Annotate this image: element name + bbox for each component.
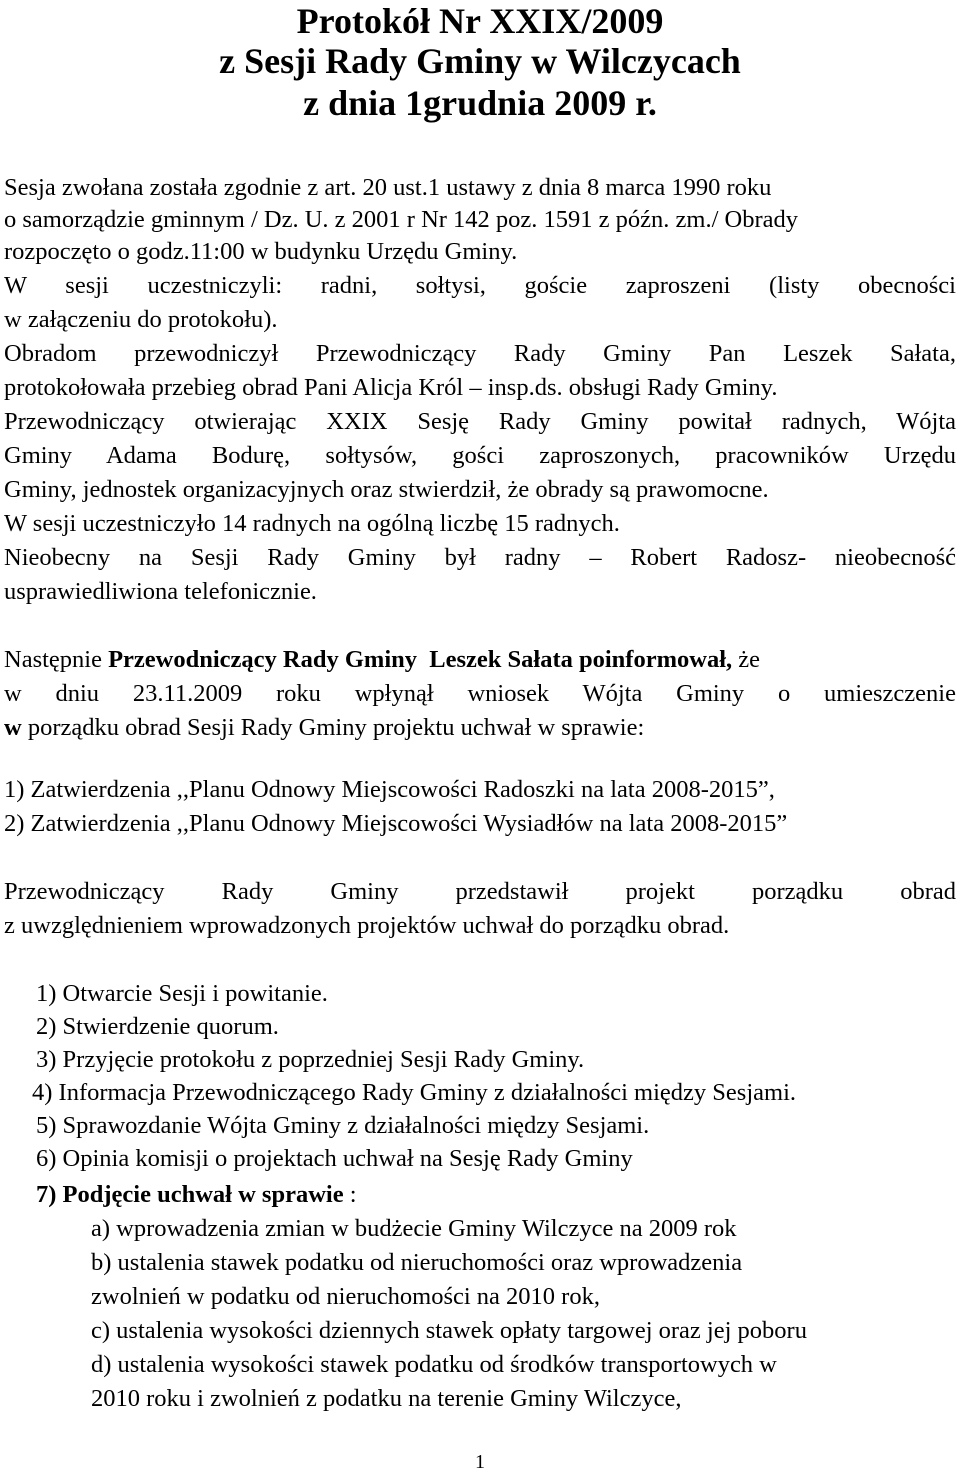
agenda-subitem: b) ustalenia stawek podatku od nieruchomości oraz wprowadzenia <box>91 1249 743 1276</box>
agenda-item <box>36 1180 960 1210</box>
motion-item-1: 1) Zatwierdzenia ,,Planu Odnowy Miejscowości Radoszki na lata 2008-2015”, <box>4 776 775 803</box>
intro-line: protokołowała przebieg obrad Pani Alicja Król – insp.ds. obsługi Rady Gminy. <box>4 374 778 401</box>
document-title-line-3: z dnia 1grudnia 2009 r. <box>303 83 657 123</box>
agenda-item-resolutions-bold: 7) Podjęcie uchwał w sprawie <box>36 1181 344 1208</box>
agenda-item: 4) Informacja Przewodniczącego Rady Gminy z działalności między Sesjami. <box>32 1079 796 1106</box>
document-title-line-2: z Sesji Rady Gminy w Wilczycach <box>219 41 741 81</box>
motion-line <box>4 713 956 743</box>
agenda-subitem: a) wprowadzenia zmian w budżecie Gminy Wilczyce na 2009 rok <box>91 1215 737 1242</box>
agenda-intro-line: Przewodniczący Rady Gminy przedstawił projekt porządku obrad <box>4 878 956 905</box>
motion-line <box>4 645 956 675</box>
intro-line: Gminy Adama Bodurę, sołtysów, gości zaproszonych, pracowników Urzędu <box>4 442 956 469</box>
agenda-item: 3) Przyjęcie protokołu z poprzedniej Sesji Rady Gminy. <box>36 1046 585 1073</box>
intro-line: Przewodniczący otwierając XXIX Sesję Rady Gminy powitał radnych, Wójta <box>4 408 956 435</box>
agenda-subitem: c) ustalenia wysokości dziennych stawek opłaty targowej oraz jej poboru <box>91 1317 807 1344</box>
motion-gap <box>417 646 429 673</box>
motion-bold-w: w <box>4 714 22 741</box>
agenda-subitem: 2010 roku i zwolnień z podatku na terenie Gminy Wilczyce, <box>91 1385 682 1412</box>
page-number: 1 <box>475 1451 485 1473</box>
agenda-item: 6) Opinia komisji o projektach uchwał na Sesję Rady Gminy <box>36 1145 633 1172</box>
agenda-item: 2) Stwierdzenie quorum. <box>36 1013 279 1040</box>
agenda-subitem: zwolnień w podatku od nieruchomości na 2010 rok, <box>91 1283 600 1310</box>
intro-line: Nieobecny na Sesji Rady Gminy był radny – Robert Radosz- nieobecność <box>4 544 956 571</box>
intro-line: Obradom przewodniczył Przewodniczący Rady Gminy Pan Leszek Sałata, <box>4 340 956 367</box>
intro-line: w załączeniu do protokołu). <box>4 306 278 333</box>
motion-text: Następnie <box>4 646 109 673</box>
intro-line: W sesji uczestniczyło 14 radnych na ogólną liczbę 15 radnych. <box>4 510 620 537</box>
agenda-item: 1) Otwarcie Sesji i powitanie. <box>36 980 328 1007</box>
motion-line: w dniu 23.11.2009 roku wpłynął wniosek Wójta Gminy o umieszczenie <box>4 680 956 707</box>
document-title-line-1: Protokół Nr XXIX/2009 <box>296 1 664 41</box>
motion-text: że <box>732 646 760 673</box>
intro-line: W sesji uczestniczyli: radni, sołtysi, goście zaproszeni (listy obecności <box>4 272 956 299</box>
motion-text: porządku obrad Sesji Rady Gminy projektu uchwał w sprawie: <box>21 714 645 741</box>
intro-line: rozpoczęto o godz.11:00 w budynku Urzędu Gminy. <box>4 238 518 265</box>
chairman-informed-bold: Leszek Sałata poinformował, <box>429 646 733 673</box>
intro-line: Sesja zwołana została zgodnie z art. 20 ust.1 ustawy z dnia 8 marca 1990 roku <box>4 174 772 201</box>
intro-line: Gminy, jednostek organizacyjnych oraz stwierdził, że obrady są prawomocne. <box>4 476 769 503</box>
intro-line: o samorządzie gminnym / Dz. U. z 2001 r Nr 142 poz. 1591 z późn. zm./ Obrady <box>4 206 799 233</box>
agenda-item: 5) Sprawozdanie Wójta Gminy z działalności między Sesjami. <box>36 1112 650 1139</box>
agenda-item-text: : <box>343 1181 357 1208</box>
chairman-name-bold: Przewodniczący Rady Gminy <box>108 646 418 673</box>
agenda-subitem: d) ustalenia wysokości stawek podatku od środków transportowych w <box>91 1351 777 1378</box>
agenda-intro-line: z uwzględnieniem wprowadzonych projektów uchwał do porządku obrad. <box>4 912 730 939</box>
intro-line: usprawiedliwiona telefonicznie. <box>4 578 317 605</box>
motion-item-2: 2) Zatwierdzenia ,,Planu Odnowy Miejscowości Wysiadłów na lata 2008-2015” <box>4 810 788 837</box>
